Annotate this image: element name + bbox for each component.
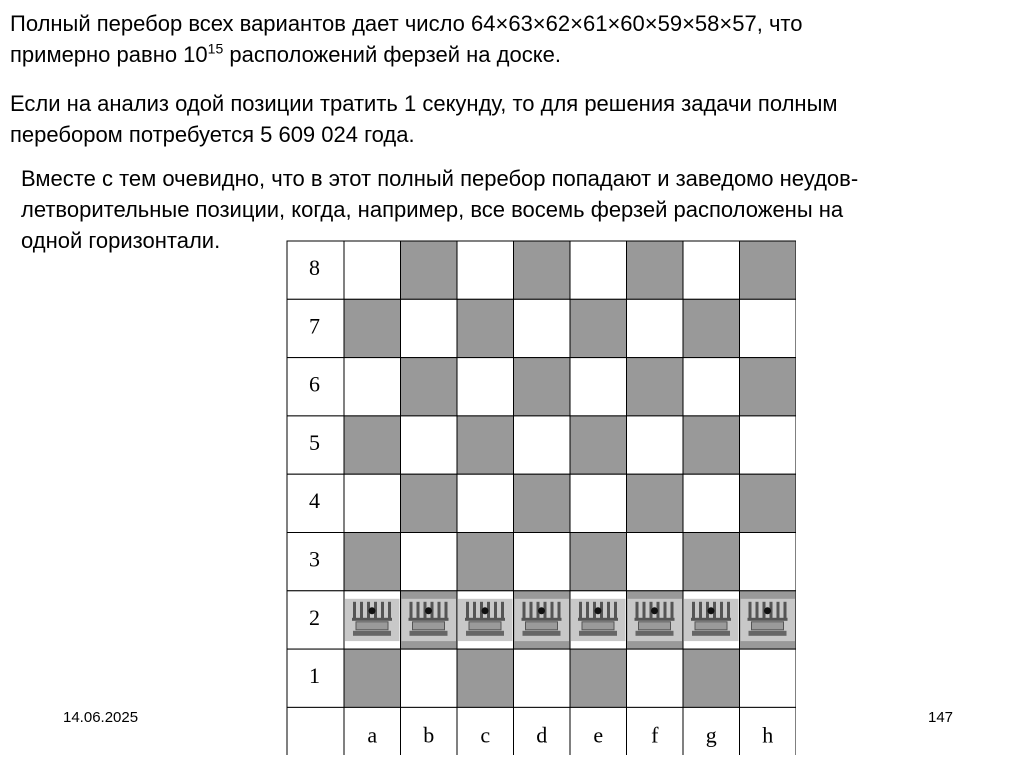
queen-icon [515,599,570,641]
file-label: a [367,722,378,748]
square-c8 [457,241,514,299]
square-h4 [740,474,797,532]
square-f1 [627,649,684,707]
square-b8 [401,241,458,299]
square-b1 [401,649,458,707]
paragraph1-exponent: 15 [207,40,224,57]
rank-label: 7 [309,313,320,339]
square-f3 [627,533,684,591]
square-d6 [514,358,571,416]
square-e8 [570,241,627,299]
square-e4 [570,474,627,532]
square-f5 [627,416,684,474]
square-a4 [344,474,401,532]
square-e7 [570,299,627,357]
rank-label: 3 [309,546,320,572]
file-label: d [536,722,548,748]
square-b6 [401,358,458,416]
square-c6 [457,358,514,416]
paragraph1-line1: Полный перебор всех вариантов дает число 64×63×62×61×60×59×58×57, что [10,11,803,36]
square-e1 [570,649,627,707]
square-g8 [683,241,740,299]
footer-date: 14.06.2025 [63,709,139,726]
rank-label: 2 [309,604,320,630]
square-a3 [344,533,401,591]
paragraph-time-estimate [10,88,1010,150]
square-h5 [740,416,797,474]
square-g5 [683,416,740,474]
queen-icon [402,599,457,641]
chessboard-svg [286,240,796,755]
paragraph3-line2: летворительные позиции, когда, например, все восемь ферзей расположены на [21,197,844,222]
square-f6 [627,358,684,416]
queen-icon [684,599,739,641]
rank-label: 4 [309,488,320,514]
square-d7 [514,299,571,357]
square-b4 [401,474,458,532]
square-c5 [457,416,514,474]
square-h1 [740,649,797,707]
file-label: f [651,722,659,748]
paragraph2-line2: перебором потребуется 5 609 024 года. [10,122,415,147]
queen-icon [571,599,626,641]
square-c3 [457,533,514,591]
queen-icon [741,599,796,641]
square-f8 [627,241,684,299]
file-label: h [762,722,774,748]
square-g7 [683,299,740,357]
paragraph1-line2 [10,39,1010,70]
square-f4 [627,474,684,532]
square-a6 [344,358,401,416]
square-d1 [514,649,571,707]
square-b5 [401,416,458,474]
file-label: b [423,722,435,748]
square-e6 [570,358,627,416]
square-h6 [740,358,797,416]
square-g4 [683,474,740,532]
queen-icon [628,599,683,641]
paragraph3-line3: одной горизонтали. [21,228,221,253]
file-label: g [705,722,717,748]
paragraph-total-enumeration [10,8,1010,70]
square-g1 [683,649,740,707]
square-e5 [570,416,627,474]
paragraph1-line2-post: расположений ферзей на доске. [223,42,561,67]
square-a5 [344,416,401,474]
file-label: c [480,722,491,748]
square-h8 [740,241,797,299]
file-label: e [593,722,604,748]
square-c4 [457,474,514,532]
page-number: 147 [928,709,954,726]
square-g6 [683,358,740,416]
square-h7 [740,299,797,357]
square-e3 [570,533,627,591]
paragraph1-line2-pre: примерно равно 10 [10,42,208,67]
square-c1 [457,649,514,707]
queen-icon [458,599,513,641]
paragraph3-line1: Вместе с тем очевидно, что в этот полный перебор попадают и заведомо неудов- [21,166,859,191]
square-a1 [344,649,401,707]
square-g3 [683,533,740,591]
square-b7 [401,299,458,357]
square-c7 [457,299,514,357]
corner-cell [287,707,344,755]
square-d3 [514,533,571,591]
queen-icon [345,599,400,641]
square-d5 [514,416,571,474]
rank-label: 6 [309,371,320,397]
square-h3 [740,533,797,591]
rank-label: 5 [309,429,320,455]
square-f7 [627,299,684,357]
square-b3 [401,533,458,591]
rank-label: 8 [309,255,320,280]
square-d8 [514,241,571,299]
paragraph2-line1: Если на анализ одой позиции тратить 1 секунду, то для решения задачи полным [10,91,838,116]
square-d4 [514,474,571,532]
chessboard [286,240,796,755]
square-a7 [344,299,401,357]
rank-label: 1 [309,663,320,689]
square-a8 [344,241,401,299]
